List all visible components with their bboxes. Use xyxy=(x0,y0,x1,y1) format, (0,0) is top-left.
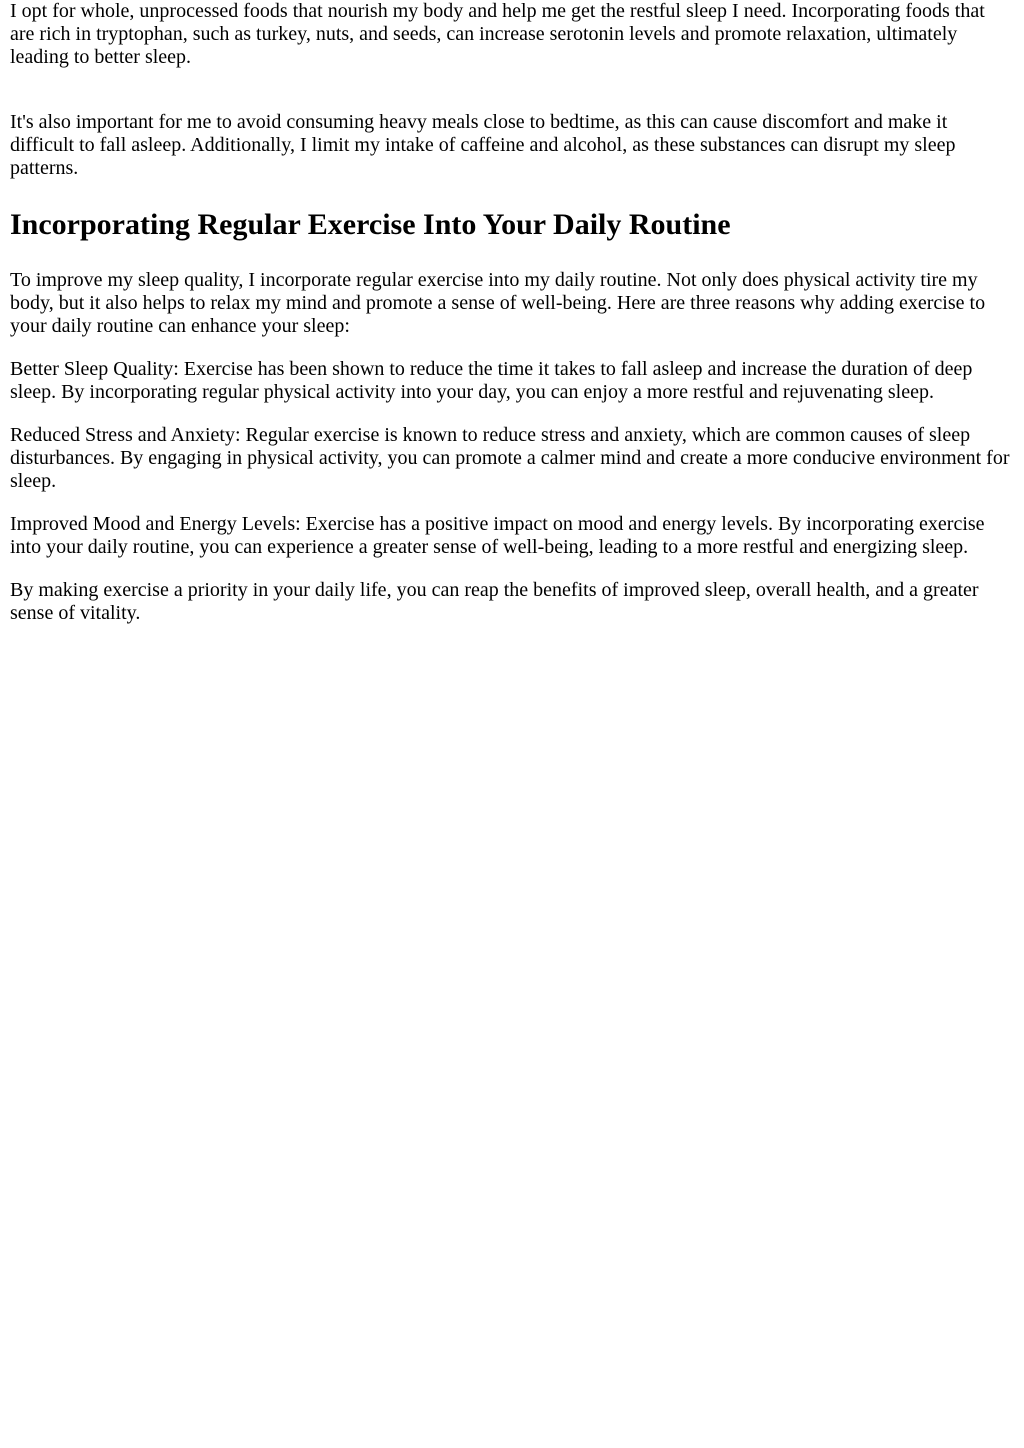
reason-better-sleep-paragraph: Better Sleep Quality: Exercise has been shown to reduce the time it takes to fall asleep and increase the duration of deep sleep. By incorporating regular physical activity into your day, you can enjoy a more restful and rejuvenating sleep. xyxy=(10,358,973,403)
reason-reduced-stress-paragraph: Reduced Stress and Anxiety: Regular exercise is known to reduce stress and anxiety, which are common causes of sleep disturbances. By engaging in physical activity, you can promote a calmer mind and create a more conducive environment for sleep. xyxy=(10,424,1010,492)
section-heading: Incorporating Regular Exercise Into Your Daily Routine xyxy=(10,208,731,241)
reason-improved-mood-paragraph: Improved Mood and Energy Levels: Exercise has a positive impact on mood and energy levels. By incorporating exercise into your daily routine, you can experience a greater sense of well-being, leading to a more restful and energizing sleep. xyxy=(10,513,985,558)
intro-paragraph: I opt for whole, unprocessed foods that nourish my body and help me get the restful sleep I need. Incorporating foods that are rich in tryptophan, such as turkey, nuts, and seeds, can increase serotonin levels and promote relaxation, ultimately leading to better sleep. xyxy=(10,0,985,68)
exercise-intro-paragraph: To improve my sleep quality, I incorporate regular exercise into my daily routine. Not only does physical activity tire my body, but it also helps to relax my mind and promote a sense of well-being. Here are three reasons why adding exercise to your daily routine can enhance your sleep: xyxy=(10,269,986,337)
conclusion-paragraph: By making exercise a priority in your daily life, you can reap the benefits of improved sleep, overall health, and a greater sense of vitality. xyxy=(10,579,979,624)
article-body xyxy=(0,0,1024,625)
meals-paragraph: It's also important for me to avoid consuming heavy meals close to bedtime, as this can cause discomfort and make it difficult to fall asleep. Additionally, I limit my intake of caffeine and alcohol, as these substances can disrupt my sleep patterns. xyxy=(10,111,956,179)
